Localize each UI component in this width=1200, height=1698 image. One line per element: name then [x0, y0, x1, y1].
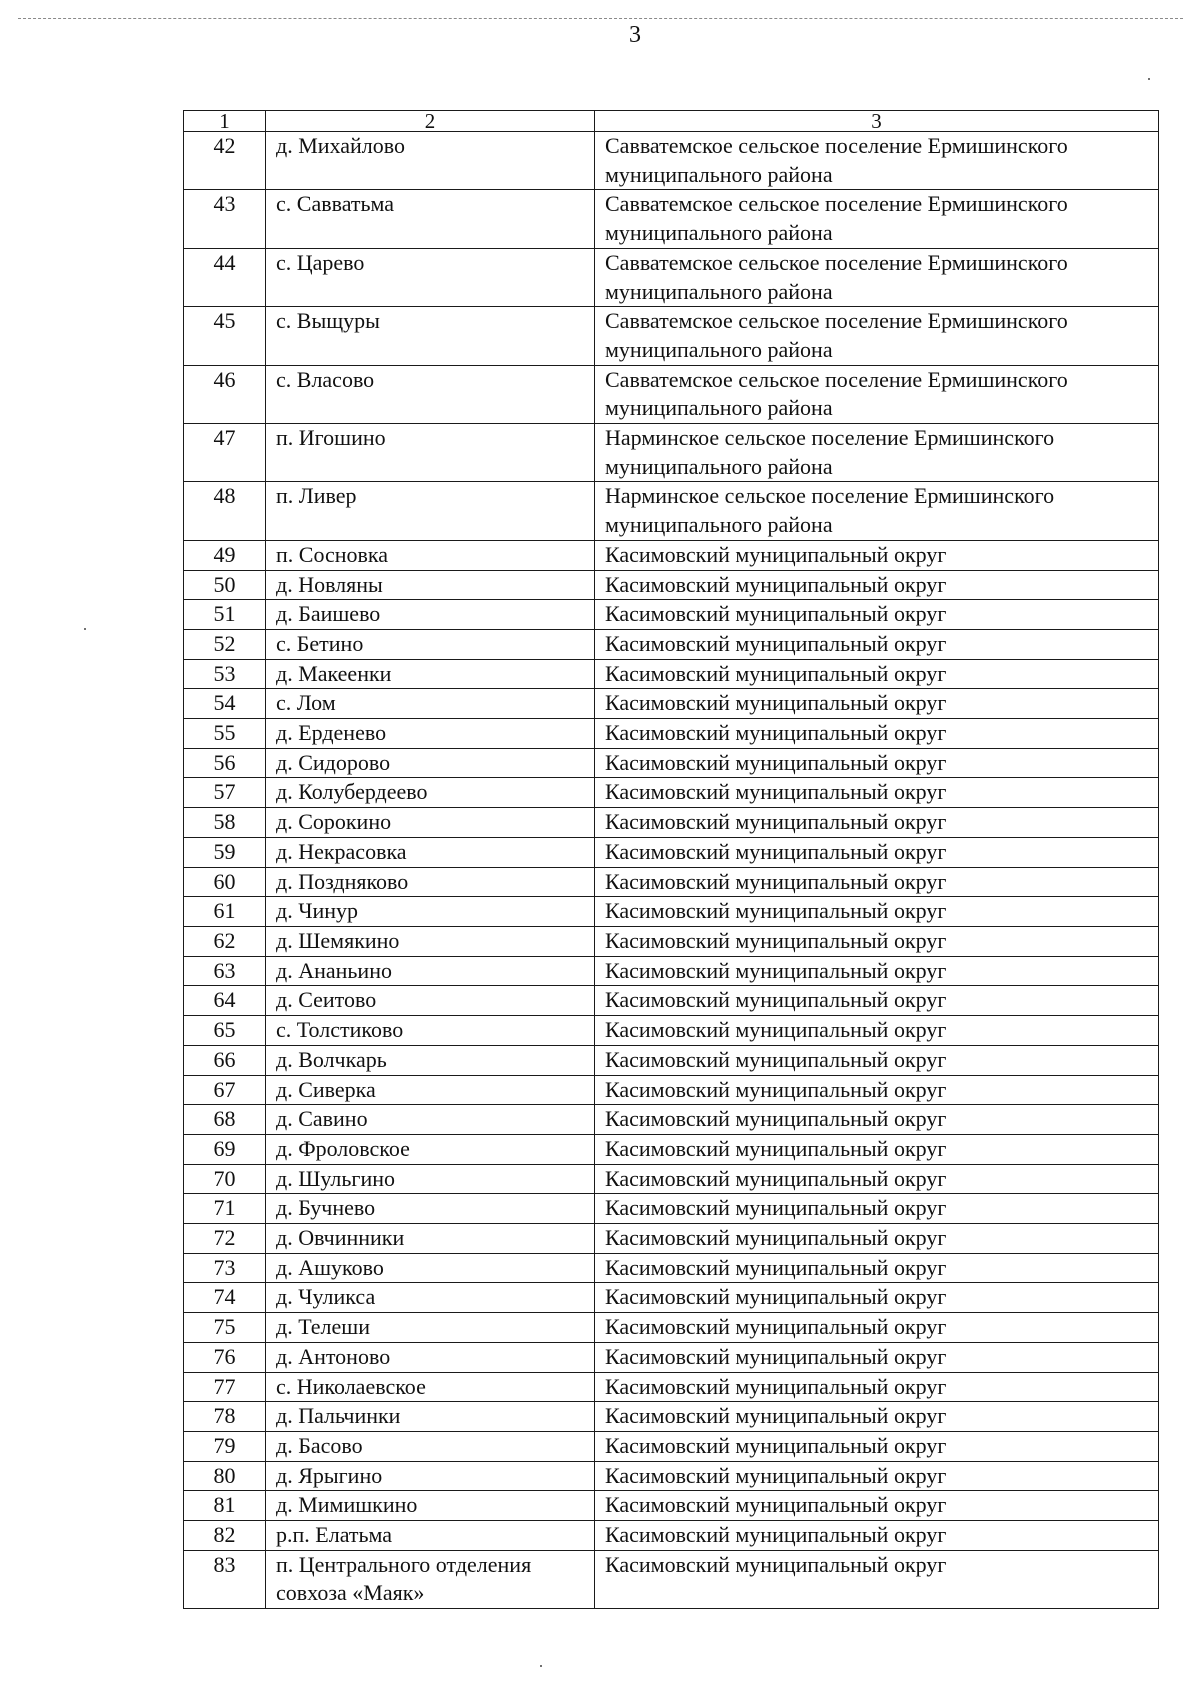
scan-speck: [1148, 78, 1150, 80]
row-number-cell: 48: [184, 482, 266, 540]
municipality-cell: Савватемское сельское поселение Ермишинского муниципального района: [595, 248, 1159, 306]
municipality-cell: Савватемское сельское поселение Ермишинского муниципального района: [595, 365, 1159, 423]
row-number-cell: 80: [184, 1461, 266, 1491]
row-number-cell: 68: [184, 1105, 266, 1135]
municipality-cell: Касимовский муниципальный округ: [595, 1105, 1159, 1135]
municipality-cell: Касимовский муниципальный округ: [595, 1372, 1159, 1402]
row-number-cell: 73: [184, 1253, 266, 1283]
settlement-name-cell: с. Савватьма: [266, 190, 595, 248]
settlement-name-cell: п. Игошино: [266, 424, 595, 482]
table-row: [184, 1431, 1159, 1461]
settlements-table: [183, 110, 1159, 1609]
row-number-cell: 78: [184, 1402, 266, 1432]
row-number-cell: 51: [184, 600, 266, 630]
table-row: [184, 248, 1159, 306]
municipality-cell: Нарминское сельское поселение Ермишинского муниципального района: [595, 482, 1159, 540]
row-number-cell: 65: [184, 1016, 266, 1046]
municipality-cell: Касимовский муниципальный округ: [595, 1224, 1159, 1254]
row-number-cell: 81: [184, 1491, 266, 1521]
municipality-cell: Касимовский муниципальный округ: [595, 570, 1159, 600]
header-cell-2: 2: [266, 111, 595, 132]
table-row: [184, 540, 1159, 570]
row-number-cell: 74: [184, 1283, 266, 1313]
settlement-name-cell: д. Сидорово: [266, 748, 595, 778]
table-row: [184, 659, 1159, 689]
municipality-cell: Касимовский муниципальный округ: [595, 1402, 1159, 1432]
municipality-cell: Касимовский муниципальный округ: [595, 867, 1159, 897]
table-row: [184, 1283, 1159, 1313]
municipality-cell: Касимовский муниципальный округ: [595, 1194, 1159, 1224]
settlement-name-cell: д. Ананьино: [266, 956, 595, 986]
table-row: [184, 986, 1159, 1016]
settlement-name-cell: д. Шульгино: [266, 1164, 595, 1194]
settlement-name-cell: с. Выщуры: [266, 307, 595, 365]
municipality-cell: Касимовский муниципальный округ: [595, 629, 1159, 659]
row-number-cell: 49: [184, 540, 266, 570]
municipality-cell: Касимовский муниципальный округ: [595, 778, 1159, 808]
municipality-cell: Касимовский муниципальный округ: [595, 1283, 1159, 1313]
municipality-cell: Касимовский муниципальный округ: [595, 986, 1159, 1016]
scan-speck: [84, 628, 86, 630]
municipality-cell: Касимовский муниципальный округ: [595, 1164, 1159, 1194]
table-header-row: [184, 111, 1159, 132]
municipality-cell: Касимовский муниципальный округ: [595, 1550, 1159, 1608]
row-number-cell: 52: [184, 629, 266, 659]
row-number-cell: 59: [184, 837, 266, 867]
table-row: [184, 1521, 1159, 1551]
row-number-cell: 60: [184, 867, 266, 897]
municipality-cell: Касимовский муниципальный округ: [595, 1253, 1159, 1283]
settlement-name-cell: д. Ярыгино: [266, 1461, 595, 1491]
table-row: [184, 1461, 1159, 1491]
municipality-cell: Касимовский муниципальный округ: [595, 689, 1159, 719]
table-row: [184, 1372, 1159, 1402]
table-row: [184, 867, 1159, 897]
settlement-name-cell: д. Колубердеево: [266, 778, 595, 808]
settlement-name-cell: д. Бучнево: [266, 1194, 595, 1224]
settlement-name-cell: с. Лом: [266, 689, 595, 719]
settlement-name-cell: д. Чинур: [266, 897, 595, 927]
row-number-cell: 77: [184, 1372, 266, 1402]
settlement-name-cell: д. Чуликса: [266, 1283, 595, 1313]
table-row: [184, 1075, 1159, 1105]
municipality-cell: Касимовский муниципальный округ: [595, 837, 1159, 867]
settlement-name-cell: д. Некрасовка: [266, 837, 595, 867]
table-row: [184, 926, 1159, 956]
settlement-name-cell: д. Поздняково: [266, 867, 595, 897]
table-row: [184, 482, 1159, 540]
scan-speck: [540, 1665, 542, 1667]
table-row: [184, 778, 1159, 808]
row-number-cell: 83: [184, 1550, 266, 1608]
table-row: [184, 1016, 1159, 1046]
table-row: [184, 424, 1159, 482]
table-row: [184, 1164, 1159, 1194]
row-number-cell: 75: [184, 1313, 266, 1343]
settlement-name-cell: д. Мимишкино: [266, 1491, 595, 1521]
row-number-cell: 44: [184, 248, 266, 306]
municipality-cell: Касимовский муниципальный округ: [595, 1342, 1159, 1372]
table-row: [184, 1253, 1159, 1283]
municipality-cell: Савватемское сельское поселение Ермишинского муниципального района: [595, 132, 1159, 190]
municipality-cell: Нарминское сельское поселение Ермишинского муниципального района: [595, 424, 1159, 482]
table-row: [184, 629, 1159, 659]
row-number-cell: 47: [184, 424, 266, 482]
table-row: [184, 897, 1159, 927]
table-row: [184, 570, 1159, 600]
municipality-cell: Касимовский муниципальный округ: [595, 808, 1159, 838]
table-row: [184, 956, 1159, 986]
municipality-cell: Савватемское сельское поселение Ермишинского муниципального района: [595, 307, 1159, 365]
municipality-cell: Касимовский муниципальный округ: [595, 540, 1159, 570]
row-number-cell: 45: [184, 307, 266, 365]
row-number-cell: 56: [184, 748, 266, 778]
table-row: [184, 1402, 1159, 1432]
settlement-name-cell: р.п. Елатьма: [266, 1521, 595, 1551]
municipality-cell: Касимовский муниципальный округ: [595, 1134, 1159, 1164]
row-number-cell: 46: [184, 365, 266, 423]
settlement-name-cell: д. Михайлово: [266, 132, 595, 190]
table-row: [184, 837, 1159, 867]
municipality-cell: Касимовский муниципальный округ: [595, 1431, 1159, 1461]
table-row: [184, 1045, 1159, 1075]
row-number-cell: 82: [184, 1521, 266, 1551]
row-number-cell: 70: [184, 1164, 266, 1194]
row-number-cell: 42: [184, 132, 266, 190]
settlement-name-cell: д. Телеши: [266, 1313, 595, 1343]
municipality-cell: Касимовский муниципальный округ: [595, 1045, 1159, 1075]
table-row: [184, 1134, 1159, 1164]
page-number: 3: [629, 22, 641, 48]
settlement-name-cell: д. Ерденево: [266, 719, 595, 749]
municipality-cell: Савватемское сельское поселение Ермишинского муниципального района: [595, 190, 1159, 248]
scan-edge-line: [18, 18, 1183, 19]
settlement-name-cell: п. Сосновка: [266, 540, 595, 570]
row-number-cell: 55: [184, 719, 266, 749]
row-number-cell: 64: [184, 986, 266, 1016]
settlement-name-cell: с. Толстиково: [266, 1016, 595, 1046]
row-number-cell: 67: [184, 1075, 266, 1105]
municipality-cell: Касимовский муниципальный округ: [595, 748, 1159, 778]
municipality-cell: Касимовский муниципальный округ: [595, 719, 1159, 749]
row-number-cell: 43: [184, 190, 266, 248]
settlement-name-cell: д. Сеитово: [266, 986, 595, 1016]
settlement-name-cell: п. Ливер: [266, 482, 595, 540]
municipality-cell: Касимовский муниципальный округ: [595, 1016, 1159, 1046]
row-number-cell: 57: [184, 778, 266, 808]
table-row: [184, 1224, 1159, 1254]
table-row: [184, 365, 1159, 423]
table-row: [184, 1550, 1159, 1608]
row-number-cell: 53: [184, 659, 266, 689]
table-row: [184, 307, 1159, 365]
table-row: [184, 1313, 1159, 1343]
municipality-cell: Касимовский муниципальный округ: [595, 926, 1159, 956]
municipality-cell: Касимовский муниципальный округ: [595, 956, 1159, 986]
row-number-cell: 72: [184, 1224, 266, 1254]
settlement-name-cell: п. Центрального отделения совхоза «Маяк»: [266, 1550, 595, 1608]
header-cell-1: 1: [184, 111, 266, 132]
row-number-cell: 66: [184, 1045, 266, 1075]
settlement-name-cell: д. Баишево: [266, 600, 595, 630]
municipality-cell: Касимовский муниципальный округ: [595, 1491, 1159, 1521]
municipality-cell: Касимовский муниципальный округ: [595, 897, 1159, 927]
row-number-cell: 61: [184, 897, 266, 927]
settlement-name-cell: с. Николаевское: [266, 1372, 595, 1402]
row-number-cell: 54: [184, 689, 266, 719]
table-row: [184, 719, 1159, 749]
row-number-cell: 69: [184, 1134, 266, 1164]
row-number-cell: 58: [184, 808, 266, 838]
row-number-cell: 63: [184, 956, 266, 986]
municipality-cell: Касимовский муниципальный округ: [595, 1313, 1159, 1343]
table-row: [184, 808, 1159, 838]
table-row: [184, 132, 1159, 190]
table-row: [184, 600, 1159, 630]
settlement-name-cell: д. Пальчинки: [266, 1402, 595, 1432]
settlement-name-cell: д. Антоново: [266, 1342, 595, 1372]
settlement-name-cell: д. Шемякино: [266, 926, 595, 956]
settlement-name-cell: д. Овчинники: [266, 1224, 595, 1254]
settlement-name-cell: д. Сиверка: [266, 1075, 595, 1105]
settlement-name-cell: д. Новляны: [266, 570, 595, 600]
settlement-name-cell: д. Савино: [266, 1105, 595, 1135]
municipality-cell: Касимовский муниципальный округ: [595, 1461, 1159, 1491]
row-number-cell: 76: [184, 1342, 266, 1372]
settlement-name-cell: д. Сорокино: [266, 808, 595, 838]
settlement-name-cell: с. Власово: [266, 365, 595, 423]
table-row: [184, 190, 1159, 248]
settlement-name-cell: с. Бетино: [266, 629, 595, 659]
settlement-name-cell: д. Волчкарь: [266, 1045, 595, 1075]
table-row: [184, 1105, 1159, 1135]
municipality-cell: Касимовский муниципальный округ: [595, 1075, 1159, 1105]
table-row: [184, 1491, 1159, 1521]
table-row: [184, 1342, 1159, 1372]
settlement-name-cell: д. Макеенки: [266, 659, 595, 689]
municipality-cell: Касимовский муниципальный округ: [595, 659, 1159, 689]
row-number-cell: 79: [184, 1431, 266, 1461]
row-number-cell: 62: [184, 926, 266, 956]
settlement-name-cell: с. Царево: [266, 248, 595, 306]
table-row: [184, 689, 1159, 719]
header-cell-3: 3: [595, 111, 1159, 132]
table-row: [184, 1194, 1159, 1224]
municipality-cell: Касимовский муниципальный округ: [595, 600, 1159, 630]
settlement-name-cell: д. Фроловское: [266, 1134, 595, 1164]
municipality-cell: Касимовский муниципальный округ: [595, 1521, 1159, 1551]
table-row: [184, 748, 1159, 778]
settlement-name-cell: д. Ашуково: [266, 1253, 595, 1283]
row-number-cell: 71: [184, 1194, 266, 1224]
settlement-name-cell: д. Басово: [266, 1431, 595, 1461]
row-number-cell: 50: [184, 570, 266, 600]
